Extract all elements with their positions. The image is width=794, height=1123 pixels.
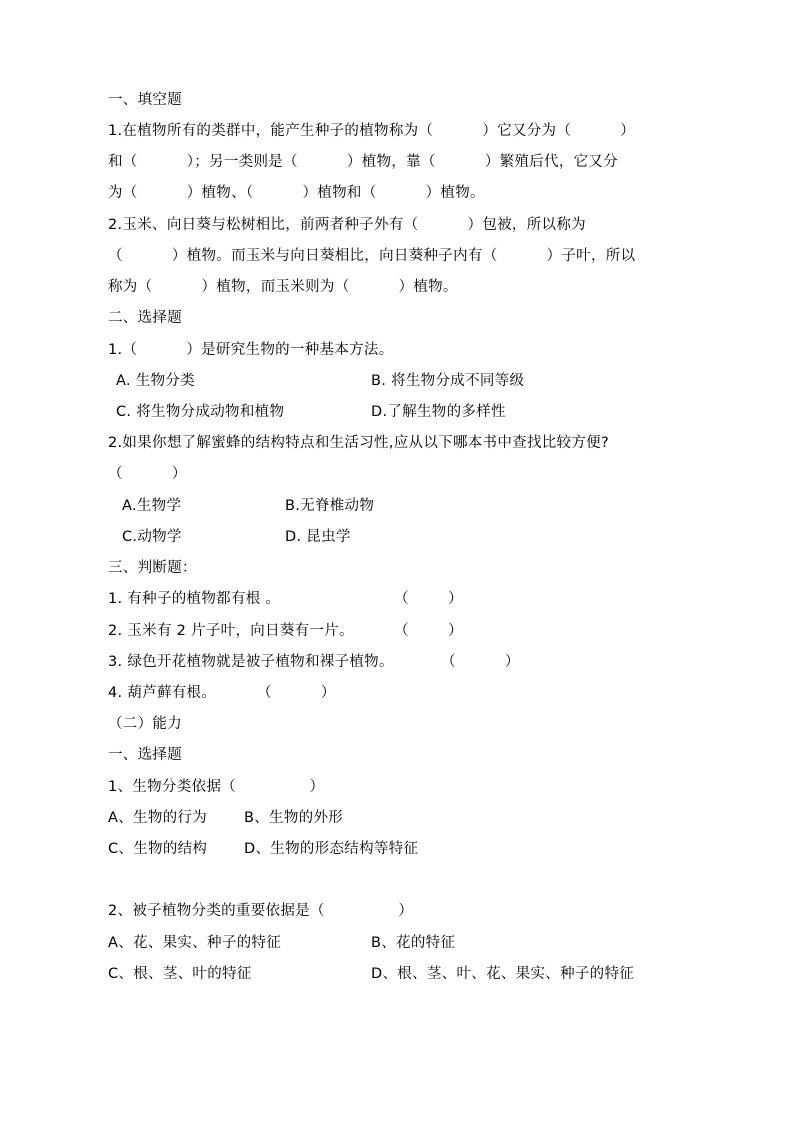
ability-question-1-option-d: D、生物的形态结构等特征 — [244, 841, 419, 857]
ability-question-1-option-a: A、生物的行为 — [108, 810, 208, 826]
ability-question-2-option-c: C、根、茎、叶的特征 — [108, 966, 252, 982]
choice-question-2-option-c: C.动物学 — [122, 529, 182, 545]
choice-question-2-option-d: D. 昆虫学 — [285, 529, 351, 545]
choice-question-1-option-d: D.了解生物的多样性 — [371, 404, 506, 420]
fill-question-2-line-3: 称为（ ）植物，而玉米则为（ ）植物。 — [108, 279, 458, 295]
ability-question-2-option-a: A、花、果实、种子的特征 — [108, 935, 282, 951]
section-judge-heading: 三、判断题： — [108, 560, 197, 576]
choice-question-1-option-b: B. 将生物分成不同等级 — [371, 373, 525, 389]
judge-item-4-blank: （ ） — [257, 685, 336, 701]
judge-item-1: 1. 有种子的植物都有根 。 — [108, 591, 281, 607]
fill-question-1-line-3: 为（ ）植物、（ ）植物和（ ）植物。 — [108, 185, 485, 201]
fill-question-2-line-1: 2.玉米、向日葵与松树相比，前两者种子外有（ ）包被，所以称为 — [108, 217, 586, 233]
fill-question-1-line-2: 和（ ）；另一类则是（ ）植物，靠（ ）繁殖后代，它又分 — [108, 154, 619, 170]
ability-question-2-stem: 2、被子植物分类的重要依据是（ ） — [108, 903, 414, 919]
judge-item-4: 4. 葫芦藓有根。 — [108, 685, 217, 701]
judge-item-3: 3. 绿色开花植物就是被子植物和裸子植物。 — [108, 654, 394, 670]
judge-item-3-blank: （ ） — [441, 654, 520, 670]
choice-question-1-option-c: C. 将生物分成动物和植物 — [116, 404, 285, 420]
ability-question-2-option-d: D、根、茎、叶、花、果实、种子的特征 — [371, 966, 635, 982]
ability-choice-heading: 一、选择题 — [108, 747, 182, 763]
choice-question-2-option-a: A.生物学 — [122, 498, 182, 514]
judge-item-2-blank: （ ） — [394, 623, 463, 639]
ability-question-2-option-b: B、花的特征 — [371, 935, 456, 951]
choice-question-2-answer-blank: （ ） — [108, 466, 187, 482]
choice-question-2-option-b: B.无脊椎动物 — [285, 498, 375, 514]
judge-item-2: 2. 玉米有 2 片子叶，向日葵有一片。 — [108, 623, 354, 639]
ability-question-1-option-b: B、生物的外形 — [244, 810, 344, 826]
ability-question-1-option-c: C、生物的结构 — [108, 841, 208, 857]
fill-question-1-line-1: 1.在植物所有的类群中，能产生种子的植物称为（ ）它又分为（ ） — [108, 123, 636, 139]
section-choice-heading: 二、选择题 — [108, 310, 182, 326]
fill-question-2-line-2: （ ）植物。而玉米与向日葵相比，向日葵种子内有（ ）子叶，所以 — [108, 248, 636, 264]
choice-question-1-option-a: A. 生物分类 — [116, 373, 195, 389]
choice-question-1-stem: 1.（ ）是研究生物的一种基本方法。 — [108, 342, 394, 358]
judge-item-1-blank: （ ） — [394, 591, 463, 607]
section-fill-heading: 一、填空题 — [108, 92, 182, 108]
ability-question-1-stem: 1、生物分类依据（ ） — [108, 779, 325, 795]
choice-question-2-stem: 2.如果你想了解蜜蜂的结构特点和生活习性,应从以下哪本书中查找比较方便? — [108, 435, 609, 451]
part-ability-heading: （二）能力 — [108, 716, 182, 732]
